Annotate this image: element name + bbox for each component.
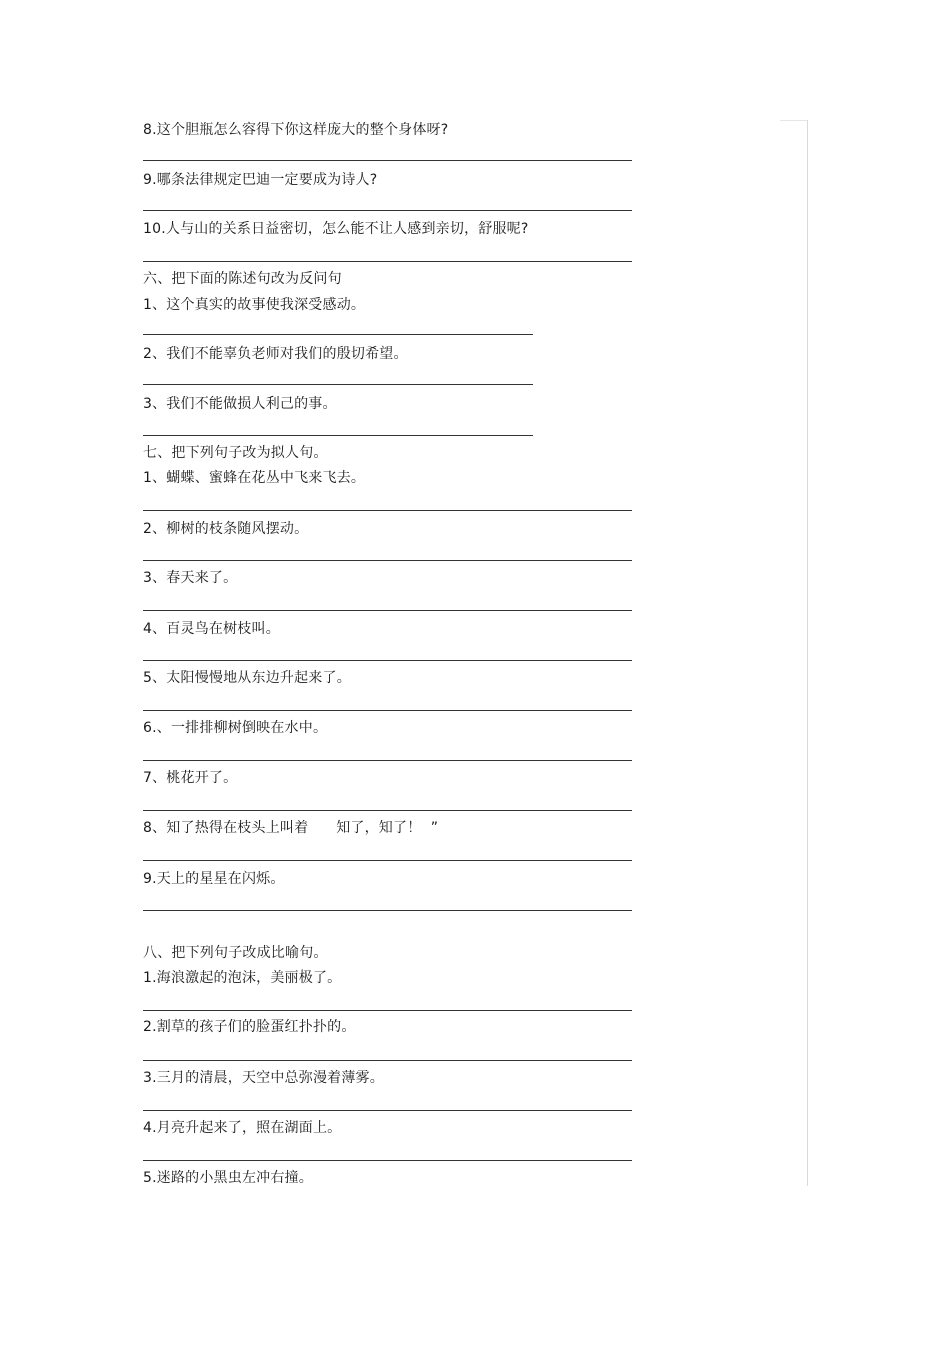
question-text: 3、我们不能做损人利己的事。 bbox=[143, 396, 337, 412]
answer-line[interactable] bbox=[143, 1160, 632, 1161]
answer-line[interactable] bbox=[143, 384, 533, 385]
question-text: 1.海浪激起的泡沫，美丽极了。 bbox=[143, 970, 342, 986]
question-text: 1、这个真实的故事使我深受感动。 bbox=[143, 297, 366, 313]
answer-line[interactable] bbox=[143, 560, 632, 561]
answer-line[interactable] bbox=[143, 660, 632, 661]
question-text: 9.天上的星星在闪烁。 bbox=[143, 871, 285, 887]
answer-line[interactable] bbox=[143, 334, 533, 335]
question-text: 9.哪条法律规定巴迪一定要成为诗人? bbox=[143, 172, 378, 188]
question-text: 8.这个胆瓶怎么容得下你这样庞大的整个身体呀? bbox=[143, 122, 449, 138]
answer-line[interactable] bbox=[143, 210, 632, 211]
question-text: 10.人与山的关系日益密切，怎么能不让人感到亲切，舒服呢? bbox=[143, 221, 529, 237]
answer-line[interactable] bbox=[143, 710, 632, 711]
section-heading: 七、把下列句子改为拟人句。 bbox=[143, 445, 328, 461]
answer-line[interactable] bbox=[143, 860, 632, 861]
answer-line[interactable] bbox=[143, 610, 632, 611]
section-heading: 六、把下面的陈述句改为反问句 bbox=[143, 271, 342, 287]
question-text: 8、知了热得在枝头上叫着 知了，知了！ ” bbox=[143, 820, 439, 836]
answer-line[interactable] bbox=[143, 1110, 632, 1111]
question-text: 3、春天来了。 bbox=[143, 570, 238, 586]
question-text: 7、桃花开了。 bbox=[143, 770, 238, 786]
question-text: 3.三月的清晨，天空中总弥漫着薄雾。 bbox=[143, 1070, 384, 1086]
question-text: 6.、一排排柳树倒映在水中。 bbox=[143, 720, 328, 736]
answer-line[interactable] bbox=[143, 910, 632, 911]
answer-line[interactable] bbox=[143, 160, 632, 161]
question-text: 4、百灵鸟在树枝叫。 bbox=[143, 621, 280, 637]
answer-line[interactable] bbox=[143, 435, 533, 436]
question-text: 1、蝴蝶、蜜蜂在花丛中飞来飞去。 bbox=[143, 470, 366, 486]
question-text: 2.割草的孩子们的脸蛋红扑扑的。 bbox=[143, 1019, 356, 1035]
answer-line[interactable] bbox=[143, 1010, 632, 1011]
question-text: 2、柳树的枝条随风摆动。 bbox=[143, 521, 309, 537]
page-frame-top-edge bbox=[780, 120, 808, 121]
section-heading: 八、把下列句子改成比喻句。 bbox=[143, 945, 328, 961]
answer-line[interactable] bbox=[143, 760, 632, 761]
answer-line[interactable] bbox=[143, 810, 632, 811]
question-text: 5、太阳慢慢地从东边升起来了。 bbox=[143, 670, 351, 686]
answer-line[interactable] bbox=[143, 1060, 632, 1061]
page-frame-right-edge bbox=[807, 120, 808, 1186]
answer-line[interactable] bbox=[143, 261, 632, 262]
answer-line[interactable] bbox=[143, 510, 632, 511]
question-text: 5.迷路的小黑虫左冲右撞。 bbox=[143, 1170, 313, 1186]
question-text: 2、我们不能辜负老师对我们的殷切希望。 bbox=[143, 346, 408, 362]
question-text: 4.月亮升起来了，照在湖面上。 bbox=[143, 1120, 342, 1136]
